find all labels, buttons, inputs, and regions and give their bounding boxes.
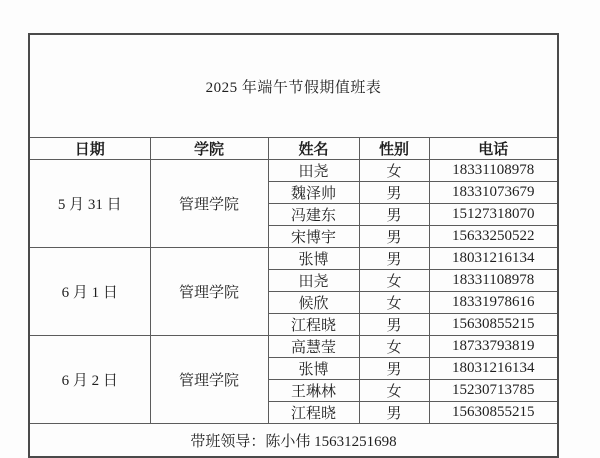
name-cell: 高慧莹 [268, 336, 359, 358]
phone-cell: 15630855215 [429, 402, 558, 424]
name-cell: 田尧 [268, 160, 359, 182]
name-cell: 田尧 [268, 270, 359, 292]
name-cell: 江程晓 [268, 402, 359, 424]
gender-cell: 男 [359, 314, 429, 336]
date-cell: 6 月 2 日 [29, 336, 150, 424]
duty-schedule-sheet [28, 33, 559, 458]
duty-leader-note: 带班领导：陈小伟 15631251698 [29, 424, 558, 458]
gender-cell: 男 [359, 226, 429, 248]
phone-cell: 18733793819 [429, 336, 558, 358]
college-cell: 管理学院 [150, 160, 268, 248]
gender-cell: 男 [359, 358, 429, 380]
phone-cell: 18031216134 [429, 248, 558, 270]
phone-cell: 18031216134 [429, 358, 558, 380]
phone-cell: 18331073679 [429, 182, 558, 204]
name-cell: 张博 [268, 248, 359, 270]
gender-cell: 女 [359, 270, 429, 292]
name-cell: 候欣 [268, 292, 359, 314]
gender-cell: 女 [359, 336, 429, 358]
phone-cell: 18331978616 [429, 292, 558, 314]
gender-cell: 女 [359, 160, 429, 182]
phone-cell: 15127318070 [429, 204, 558, 226]
header-name: 姓名 [268, 138, 359, 160]
page-title: 2025 年端午节假期值班表 [29, 34, 558, 138]
name-cell: 张博 [268, 358, 359, 380]
gender-cell: 男 [359, 204, 429, 226]
header-row [29, 138, 558, 160]
date-cell: 6 月 1 日 [29, 248, 150, 336]
phone-cell: 15230713785 [429, 380, 558, 402]
phone-cell: 18331108978 [429, 160, 558, 182]
footer-row [29, 424, 558, 458]
header-gender: 性别 [359, 138, 429, 160]
name-cell: 宋博宇 [268, 226, 359, 248]
gender-cell: 女 [359, 380, 429, 402]
duty-schedule-table [28, 33, 559, 458]
phone-cell: 15630855215 [429, 314, 558, 336]
name-cell: 王琳林 [268, 380, 359, 402]
college-cell: 管理学院 [150, 336, 268, 424]
college-cell: 管理学院 [150, 248, 268, 336]
date-cell: 5 月 31 日 [29, 160, 150, 248]
table-row [29, 248, 558, 270]
header-phone: 电话 [429, 138, 558, 160]
table-row [29, 160, 558, 182]
name-cell: 江程晓 [268, 314, 359, 336]
name-cell: 冯建东 [268, 204, 359, 226]
gender-cell: 男 [359, 402, 429, 424]
gender-cell: 女 [359, 292, 429, 314]
gender-cell: 男 [359, 248, 429, 270]
table-row [29, 336, 558, 358]
header-date: 日期 [29, 138, 150, 160]
header-college: 学院 [150, 138, 268, 160]
name-cell: 魏泽帅 [268, 182, 359, 204]
gender-cell: 男 [359, 182, 429, 204]
phone-cell: 18331108978 [429, 270, 558, 292]
title-row [29, 34, 558, 138]
phone-cell: 15633250522 [429, 226, 558, 248]
